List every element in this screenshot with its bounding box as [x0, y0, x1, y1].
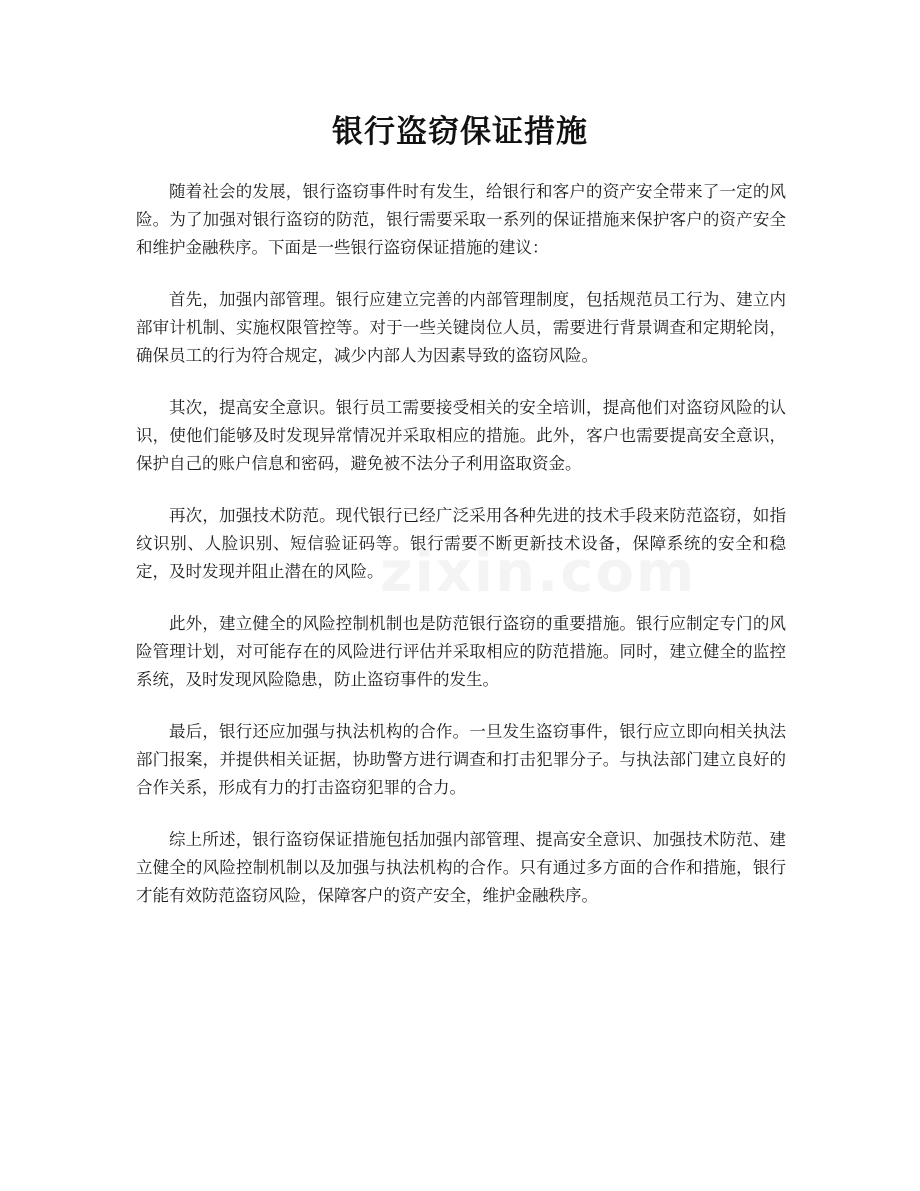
document-body: [136, 178, 786, 934]
paragraph-technical-prevention: 再次，加强技术防范。现代银行已经广泛采用各种先进的技术手段来防范盗窃，如指纹识别、人脸识别、短信验证码等。银行需要不断更新技术设备，保障系统的安全和稳定，及时发现并阻止潜在的风险。: [136, 506, 786, 581]
document-title: 银行盗窃保证措施: [332, 114, 588, 150]
paragraph-intro: 随着社会的发展，银行盗窃事件时有发生，给银行和客户的资产安全带来了一定的风险。为了加强对银行盗窃的防范，银行需要采取一系列的保证措施来保护客户的资产安全和维护金融秩序。下面是一些银行盗窃保证措施的建议：: [136, 182, 786, 257]
paragraph-security-awareness: 其次，提高安全意识。银行员工需要接受相关的安全培训，提高他们对盗窃风险的认识，使他们能够及时发现异常情况并采取相应的措施。此外，客户也需要提高安全意识，保护自己的账户信息和密码，避免被不法分子利用盗取资金。: [136, 398, 786, 473]
paragraph-law-enforcement: 最后，银行还应加强与执法机构的合作。一旦发生盗窃事件，银行应立即向相关执法部门报案，并提供相关证据，协助警方进行调查和打击犯罪分子。与执法部门建立良好的合作关系，形成有力的打击盗窃犯罪的合力。: [136, 722, 786, 797]
paragraph-risk-control: 此外，建立健全的风险控制机制也是防范银行盗窃的重要措施。银行应制定专门的风险管理计划，对可能存在的风险进行评估并采取相应的防范措施。同时，建立健全的监控系统，及时发现风险隐患，防止盗窃事件的发生。: [136, 614, 786, 689]
paragraph-internal-management: 首先，加强内部管理。银行应建立完善的内部管理制度，包括规范员工行为、建立内部审计机制、实施权限管控等。对于一些关键岗位人员，需要进行背景调查和定期轮岗，确保员工的行为符合规定，减少内部人为因素导致的盗窃风险。: [136, 290, 786, 365]
paragraph-summary: 综上所述，银行盗窃保证措施包括加强内部管理、提高安全意识、加强技术防范、建立健全的风险控制机制以及加强与执法机构的合作。只有通过多方面的合作和措施，银行才能有效防范盗窃风险，保障客户的资产安全，维护金融秩序。: [136, 830, 786, 905]
